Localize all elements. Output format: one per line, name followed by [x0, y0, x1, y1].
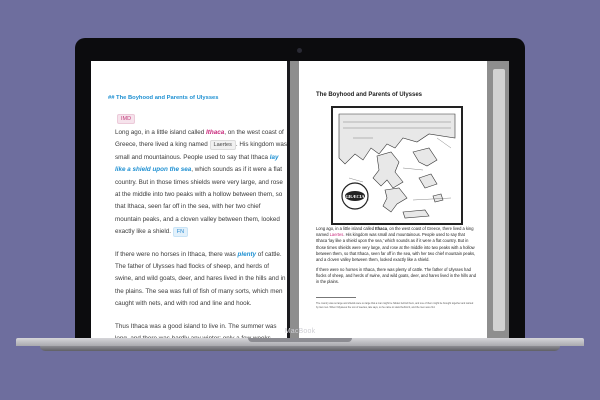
footnote-tag[interactable]: FN — [173, 227, 188, 237]
imd-tag[interactable]: IMD — [117, 114, 135, 124]
preview-footnote: The country was so large and shields were so large that a man might be hidden behind them, and one of them might be brought together and carried by two men. When Odysseus the son of Laertes, tale says, so he came to stand behind it, and the men were hid. — [316, 302, 474, 309]
preview-title: The Boyhood and Parents of Ulysses — [316, 92, 423, 98]
svg-text:GRÆCIA: GRÆCIA — [345, 194, 365, 199]
laertes-chip[interactable]: Laertes — [210, 140, 236, 150]
editor-paragraph-1: Long ago, in a little island called Ithaca, on the west coast of Greece, there lived a king named Laertes . His kingdom was small and mountainous. People used to say that Ithaca lay like a shield upon the sea, which sounds as if it were a flat country. But in those times shields were very large, and rose at the middle into two peaks with a hollow between them, so that Ithaca, seen far off in the sea, with her two chief mountain peaks, and a cloven valley between them, looked exactly like a shield. FN — [115, 129, 287, 236]
editor-paragraph-2: If there were no horses in Ithaca, there was plenty of cattle. The father of Ulysses had flocks of sheep, and herds of swine, and wild goats, deer, and hares lived in the hills and in the plains. The sea was full of fish of many sorts, which men caught with nets, and with rod and line and hook. — [115, 250, 286, 308]
map-illustration — [333, 108, 461, 223]
preview-scrollbar[interactable] — [493, 69, 505, 331]
greece-map-image — [331, 106, 463, 225]
ithaca-highlight: Ithaca — [206, 129, 225, 136]
screen-bezel — [75, 38, 525, 338]
preview-page — [299, 61, 487, 338]
laptop-notch — [248, 338, 352, 342]
plenty-highlight: plenty — [237, 250, 257, 258]
editor-heading: ## The Boyhood and Parents of Ulysses — [108, 95, 219, 101]
markdown-editor-pane[interactable] — [91, 61, 287, 338]
editor-body[interactable] — [115, 127, 287, 356]
camera-icon — [297, 48, 302, 53]
preview-pane — [290, 61, 509, 338]
screen — [91, 61, 509, 338]
footnote-rule — [316, 297, 356, 298]
macbook-label: MacBook — [284, 328, 316, 335]
preview-paragraph-1: Long ago, in a little island called Ithaca, on the west coast of Greece, there lived a king named Laertes. His kingdom was small and mountainous. People used to say that Ithaca 'lay like a shield upon the sea,' which sounds as if it were a flat country. But in those times shields were very large, and rose at the middle into two peaks with a hollow between them, so that Ithaca, seen far off in the sea, with her two chief mountain peaks, and a cloven valley between them, looked exactly like a shield. — [316, 226, 476, 263]
shield-quote: lay like a shield upon the sea — [115, 153, 279, 174]
laptop-base-bottom — [40, 346, 560, 351]
preview-paragraph-2: If there were no horses in Ithaca, there was plenty of cattle. The father of Ulysses had flocks of sheep, and herds of swine, and wild goats, deer, and hares lived in the hills and in the plains. — [316, 267, 476, 285]
editor-paragraph-3: Thus Ithaca was a good island to live in. The summer was — [115, 322, 277, 330]
